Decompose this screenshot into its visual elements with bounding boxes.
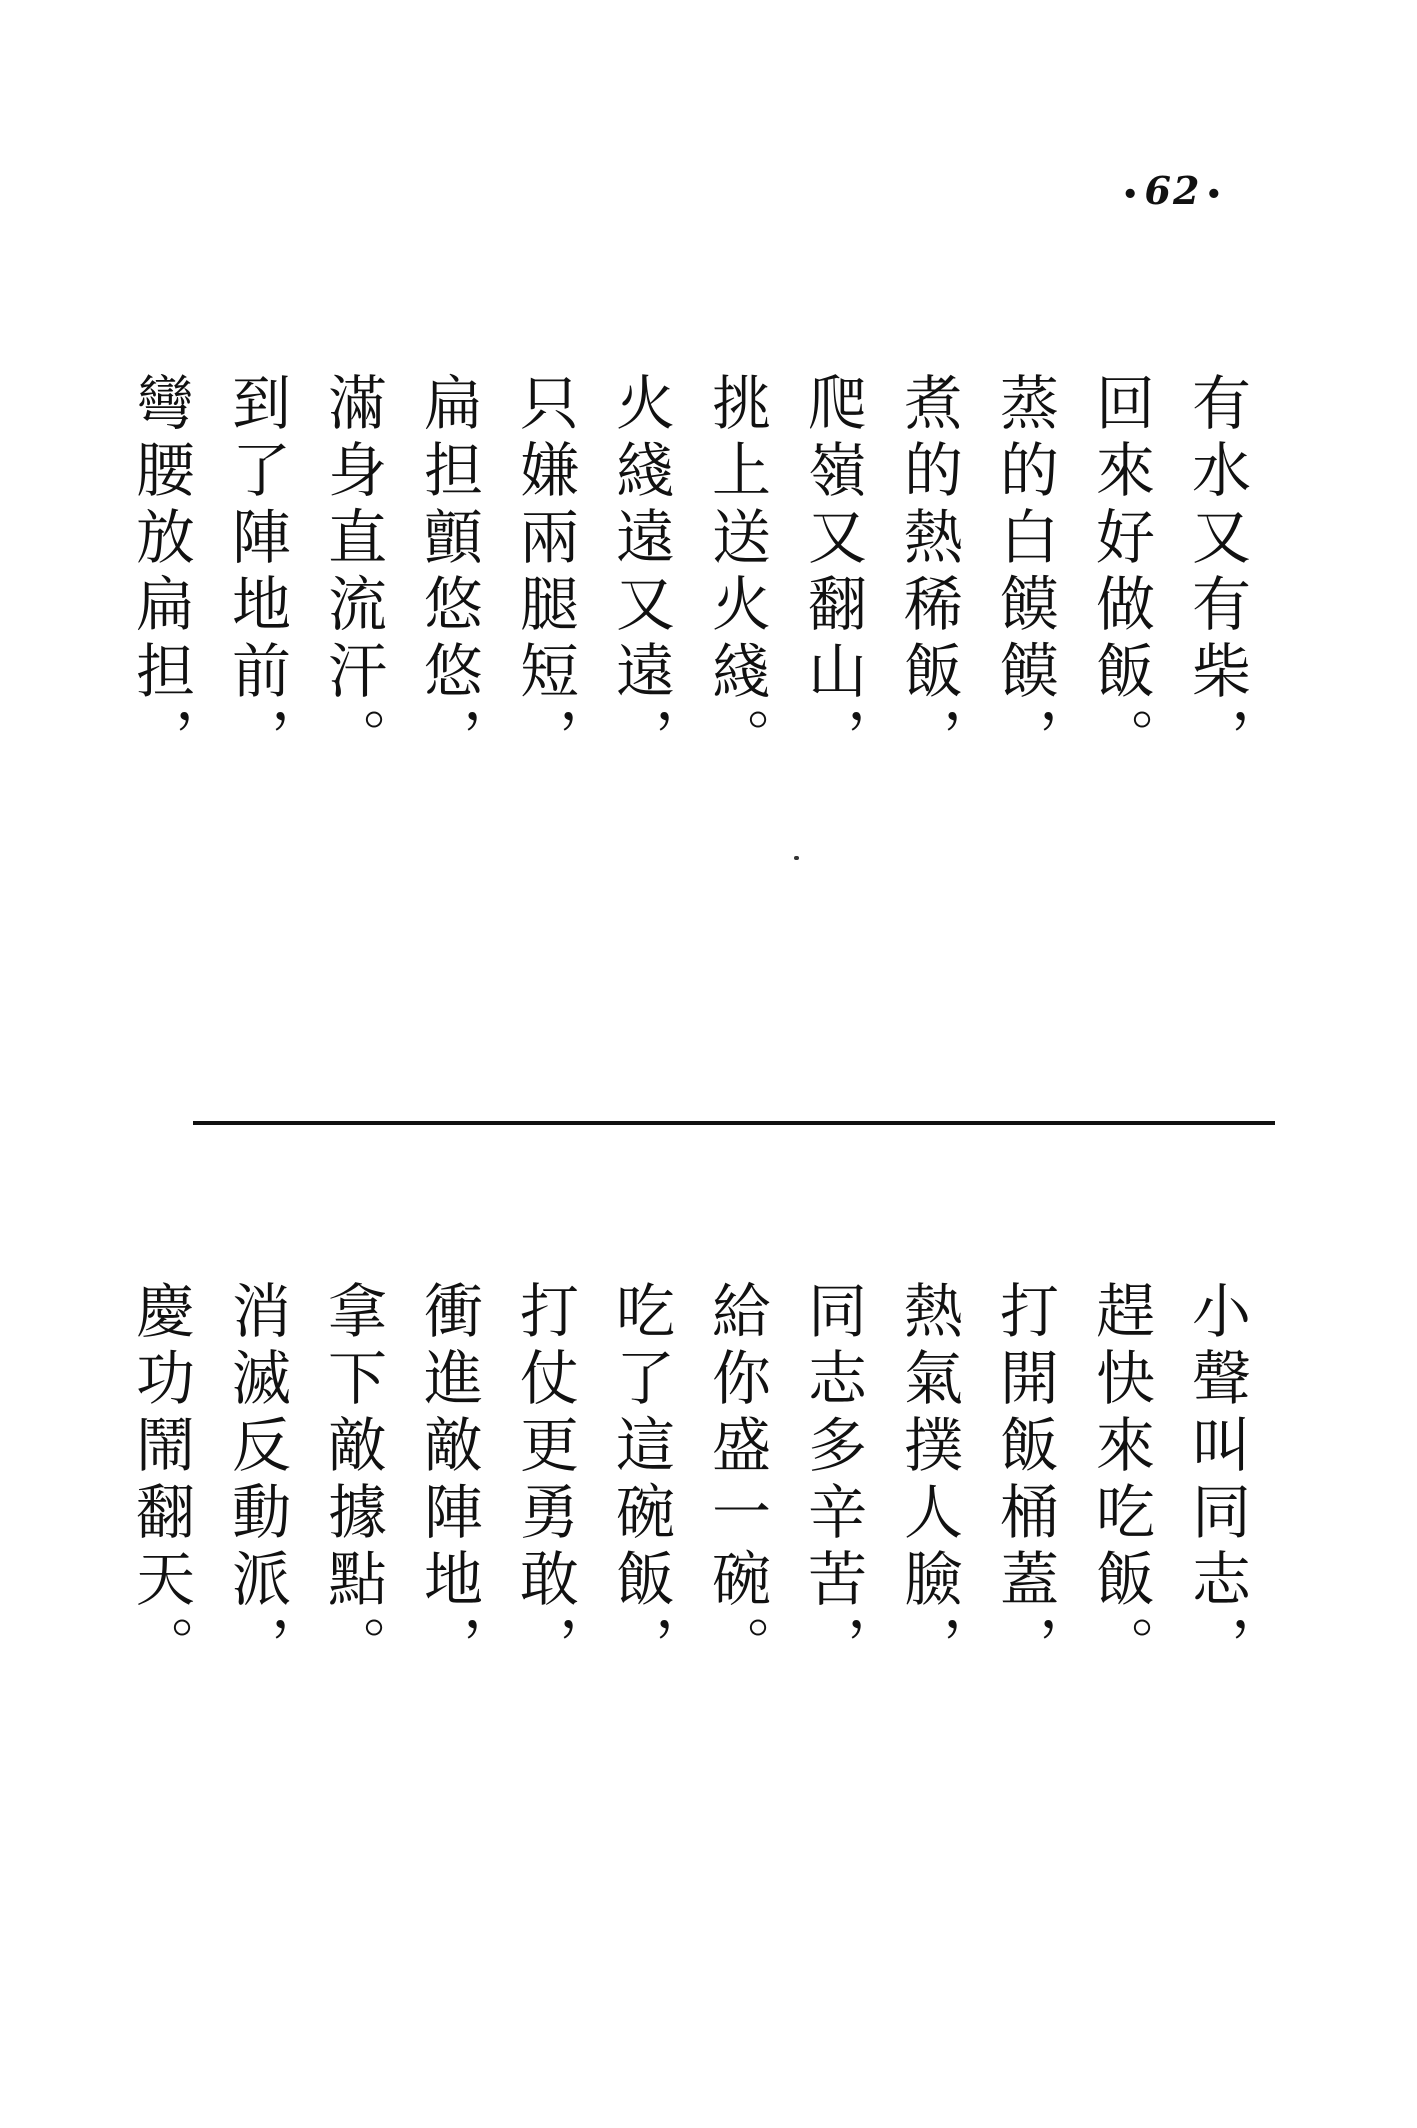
poem-line: 吃了這碗飯， — [606, 1280, 675, 1682]
poem-line: 打仗更勇敢， — [510, 1280, 579, 1682]
poem-line: 蒸的白饃饃， — [990, 372, 1059, 774]
bottom-stanza — [126, 1280, 1251, 1682]
poem-line: 小聲叫同志， — [1182, 1280, 1251, 1682]
poem-line: 趕快來吃飯。 — [1086, 1280, 1155, 1682]
poem-line: 給你盛一碗。 — [702, 1280, 771, 1682]
poem-line: 慶功鬧翻天。 — [126, 1280, 195, 1682]
poem-line: 挑上送火綫。 — [702, 372, 771, 774]
poem-line: 拿下敵據點。 — [318, 1280, 387, 1682]
poem-line: 熱氣撲人臉， — [894, 1280, 963, 1682]
poem-line: 有水又有柴， — [1182, 372, 1251, 774]
page-number-text: 62 — [1144, 168, 1202, 213]
poem-line: 彎腰放扁担， — [126, 372, 195, 774]
poem-line: 打開飯桶蓋， — [990, 1280, 1059, 1682]
poem-line: 到了陣地前， — [222, 372, 291, 774]
right-dot-ornament: • — [1205, 179, 1225, 210]
poem-line: 滿身直流汗。 — [318, 372, 387, 774]
poem-line: 回來好做飯。 — [1086, 372, 1155, 774]
poem-line: 同志多辛苦， — [798, 1280, 867, 1682]
poem-line: 衝進敵陣地， — [414, 1280, 483, 1682]
poem-line: 消滅反動派， — [222, 1280, 291, 1682]
page-number — [1108, 168, 1238, 213]
section-divider — [193, 1121, 1275, 1125]
poem-line: 只嫌兩腿短， — [510, 372, 579, 774]
left-dot-ornament: • — [1121, 179, 1141, 210]
poem-line: 煮的熱稀飯， — [894, 372, 963, 774]
poem-line: 火綫遠又遠， — [606, 372, 675, 774]
top-stanza — [126, 372, 1251, 774]
poem-line: 扁担顫悠悠， — [414, 372, 483, 774]
ink-speck — [794, 856, 799, 860]
poem-line: 爬嶺又翻山， — [798, 372, 867, 774]
